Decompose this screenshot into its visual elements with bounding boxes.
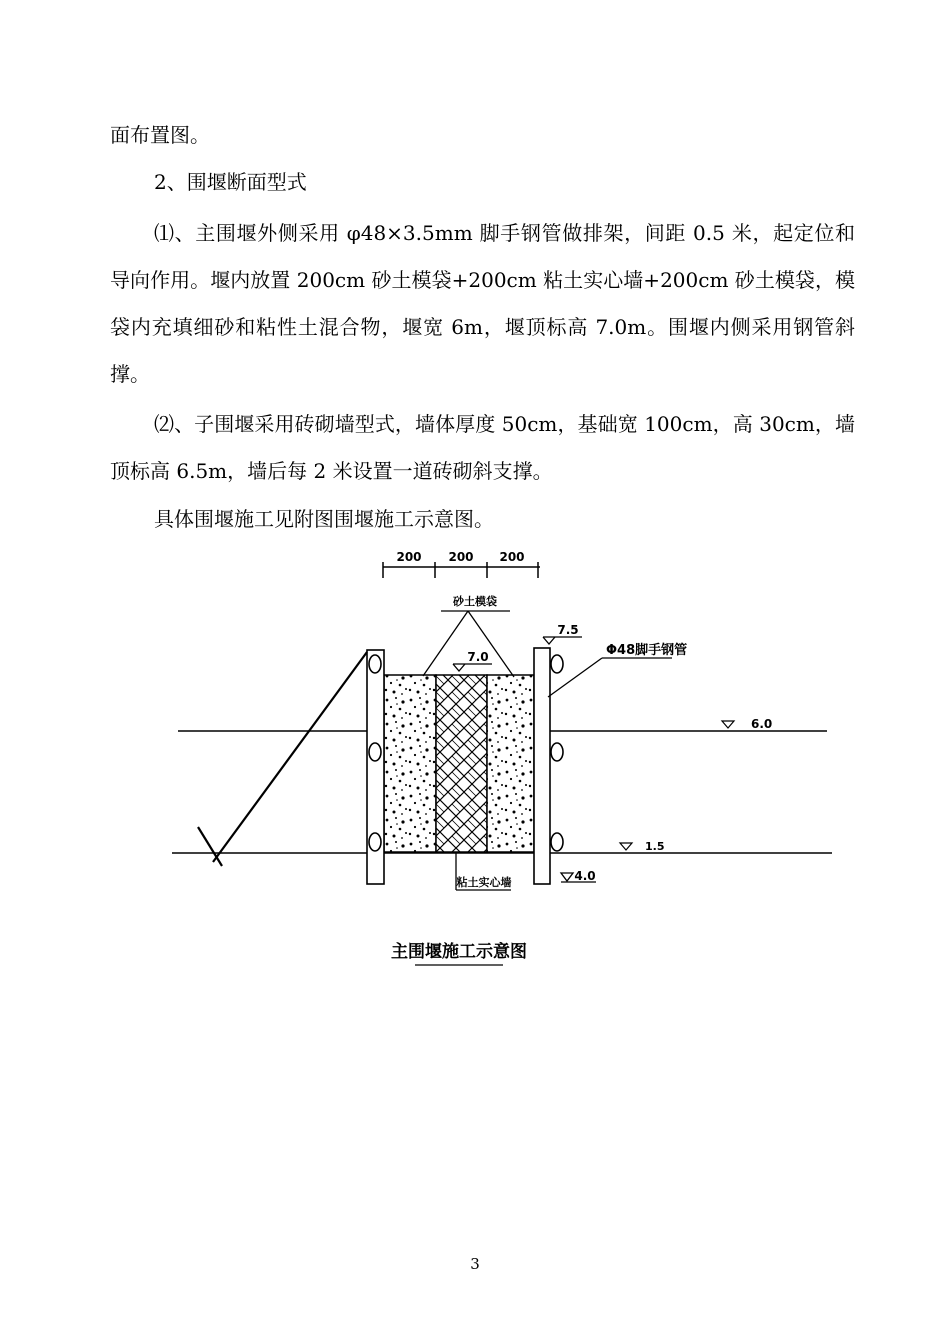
sand-bag-right xyxy=(487,675,534,852)
dim-label-1: 200 xyxy=(396,550,422,564)
label-clay-wall: 粘土实心墙 xyxy=(456,876,512,889)
cofferdam-diagram xyxy=(0,545,950,985)
paragraph-2: ⑴、主围堰外侧采用 φ48×3.5mm 脚手钢管做排架，间距 0.5 米，起定位和导向作用。堰内放置 200cm 砂土模袋+200cm 粘土实心墙+200cm 砂土模袋，模袋内充填细砂和粘性土混合物，堰宽 6m，堰顶标高 7.0m。围堰内侧采用钢管斜撑。 xyxy=(110,221,855,386)
dimension-line xyxy=(383,562,540,578)
paragraph-0: 面布置图。 xyxy=(110,123,210,147)
diagonal-brace xyxy=(198,652,367,866)
clay-wall xyxy=(436,675,487,852)
paragraph-4: 具体围堰施工见附图围堰施工示意图。 xyxy=(154,507,494,531)
paragraph-1: 2、围堰断面型式 xyxy=(154,170,307,194)
dim-label-2: 200 xyxy=(448,550,474,564)
label-pipe: Φ48脚手钢管 xyxy=(606,643,688,658)
elev-marker-top xyxy=(453,664,492,671)
leader-pipe xyxy=(548,658,672,697)
paragraph-3: ⑵、子围堰采用砖砌墙型式，墙体厚度 50cm，基础宽 100cm，高 30cm，墙顶标高 6.5m，墙后每 2 米设置一道砖砌斜支撑。 xyxy=(110,412,855,483)
label-top-elev: 7.0 xyxy=(467,650,489,664)
label-low-water: 1.5 xyxy=(645,840,665,853)
elev-marker-high-water xyxy=(722,721,734,728)
sand-bag-left xyxy=(384,675,436,852)
steel-pipe-right xyxy=(534,648,550,884)
dim-label-3: 200 xyxy=(499,550,525,564)
figure-caption: 主围堰施工示意图 xyxy=(391,942,527,962)
page-number: 3 xyxy=(470,1255,480,1273)
elev-marker-low-water xyxy=(620,843,632,850)
elev-marker-pipe xyxy=(543,637,582,644)
leader-sandbag xyxy=(423,611,514,677)
label-high-water: 6.0 xyxy=(751,717,773,731)
label-pipe-elev: 7.5 xyxy=(557,623,579,637)
label-bottom-elev: 4.0 xyxy=(574,869,596,883)
label-sandbag: 砂土模袋 xyxy=(453,595,497,608)
